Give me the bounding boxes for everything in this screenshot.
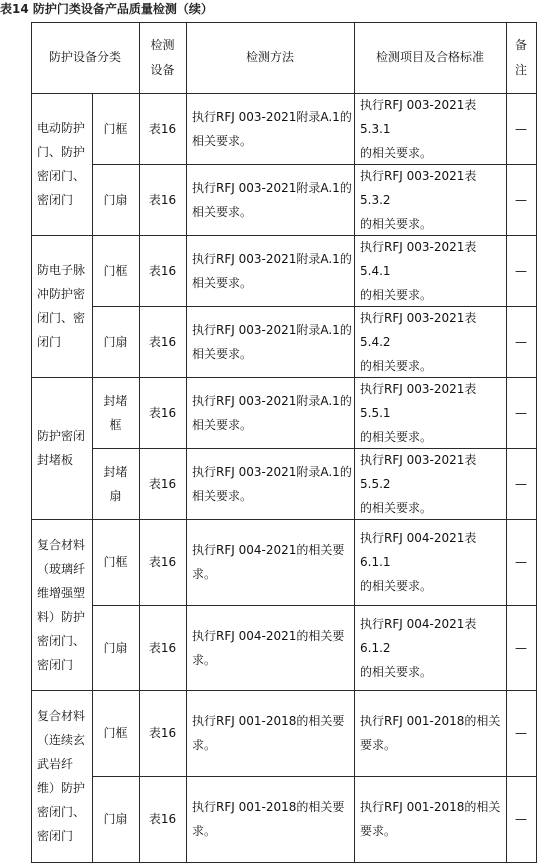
table-rule (139, 22, 140, 862)
criteria-cell: 执行RFJ 003-2021表5.3.2 的相关要求。 (360, 168, 477, 231)
method-cell: 执行RFJ 003-2021附录A.1的 相关要求。 (192, 393, 352, 432)
subcategory-cell: 门框 (103, 263, 128, 278)
criteria-cell: 执行RFJ 003-2021表5.3.1 的相关要求。 (360, 97, 477, 160)
header-method: 检测方法 (245, 50, 294, 64)
criteria-cell: 执行RFJ 003-2021表5.4.2 的相关要求。 (360, 310, 477, 373)
category-cell: 复合材料 （连续玄 武岩纤 维）防护 密闭门、 密闭门 (37, 709, 86, 843)
table-rule (506, 22, 507, 862)
remark-cell: — (515, 555, 527, 569)
remark-cell: — (515, 334, 527, 349)
header-category: 防护设备分类 (48, 50, 121, 64)
criteria-cell: 执行RFJ 001-2018的相关 要求。 (360, 714, 501, 752)
subcategory-cell: 封堵 扇 (103, 464, 128, 503)
table-rule (186, 22, 187, 862)
table-rule (31, 862, 537, 863)
header-equipment: 检测 设备 (150, 37, 175, 77)
method-cell: 执行RFJ 004-2021的相关要 求。 (192, 543, 345, 581)
criteria-cell: 执行RFJ 003-2021表5.4.1 的相关要求。 (360, 239, 477, 302)
remark-cell: — (515, 263, 527, 278)
subcategory-cell: 门扇 (103, 192, 128, 207)
criteria-cell: 执行RFJ 001-2018的相关 要求。 (360, 800, 501, 838)
equipment-cell: 表16 (148, 555, 177, 569)
table-rule (92, 605, 537, 606)
remark-cell: — (515, 476, 527, 491)
table-rule (92, 448, 537, 449)
table-rule (92, 164, 537, 165)
equipment-cell: 表16 (148, 726, 177, 740)
equipment-cell: 表16 (148, 334, 177, 349)
table-rule (536, 22, 537, 862)
criteria-cell: 执行RFJ 003-2021表5.5.1 的相关要求。 (360, 381, 477, 444)
method-cell: 执行RFJ 003-2021附录A.1的 相关要求。 (192, 322, 352, 361)
method-cell: 执行RFJ 003-2021附录A.1的 相关要求。 (192, 464, 352, 503)
method-cell: 执行RFJ 003-2021附录A.1的 相关要求。 (192, 109, 352, 148)
subcategory-cell: 门扇 (103, 812, 128, 826)
method-cell: 执行RFJ 001-2018的相关要 求。 (192, 714, 345, 752)
subcategory-cell: 门扇 (103, 640, 128, 655)
remark-cell: — (515, 121, 527, 136)
table-rule (31, 377, 537, 378)
subcategory-cell: 门框 (103, 726, 128, 740)
category-cell: 复合材料 （玻璃纤 维增强塑 料）防护 密闭门、 密闭门 (37, 537, 86, 672)
category-cell: 防电子脉 冲防护密 闭门、密 闭门 (37, 263, 86, 349)
equipment-cell: 表16 (148, 121, 177, 136)
category-cell: 电动防护 门、防护 密闭门、 密闭门 (37, 121, 86, 207)
subcategory-cell: 门框 (103, 555, 128, 569)
equipment-cell: 表16 (148, 263, 177, 278)
remark-cell: — (515, 812, 527, 826)
header-remark: 备 注 (514, 37, 527, 77)
subcategory-cell: 门框 (103, 121, 128, 136)
header-criteria: 检测项目及合格标准 (375, 50, 484, 64)
equipment-cell: 表16 (148, 640, 177, 655)
method-cell: 执行RFJ 003-2021附录A.1的 相关要求。 (192, 251, 352, 290)
criteria-cell: 执行RFJ 004-2021表6.1.2 的相关要求。 (360, 616, 477, 679)
remark-cell: — (515, 640, 527, 655)
criteria-cell: 执行RFJ 003-2021表5.5.2 的相关要求。 (360, 452, 477, 515)
table-rule (31, 519, 537, 520)
equipment-cell: 表16 (148, 192, 177, 207)
table-rule (31, 235, 537, 236)
remark-cell: — (515, 405, 527, 420)
table-rule (31, 690, 537, 691)
table-rule (31, 22, 32, 862)
table-caption: 表14 防护门类设备产品质量检测（续） (0, 2, 213, 16)
remark-cell: — (515, 726, 527, 740)
equipment-cell: 表16 (148, 405, 177, 420)
table-rule (92, 306, 537, 307)
table-rule (354, 22, 355, 862)
method-cell: 执行RFJ 003-2021附录A.1的 相关要求。 (192, 180, 352, 219)
subcategory-cell: 封堵 框 (103, 393, 128, 432)
criteria-cell: 执行RFJ 004-2021表6.1.1 的相关要求。 (360, 531, 477, 593)
equipment-cell: 表16 (148, 812, 177, 826)
subcategory-cell: 门扇 (103, 334, 128, 349)
method-cell: 执行RFJ 004-2021的相关要 求。 (192, 628, 345, 667)
category-cell: 防护密闭 封堵板 (37, 429, 86, 467)
table-rule (31, 93, 537, 94)
table-rule (92, 93, 93, 862)
equipment-cell: 表16 (148, 476, 177, 491)
method-cell: 执行RFJ 001-2018的相关要 求。 (192, 800, 345, 838)
table-rule (31, 22, 537, 23)
remark-cell: — (515, 192, 527, 207)
table-rule (92, 776, 537, 777)
